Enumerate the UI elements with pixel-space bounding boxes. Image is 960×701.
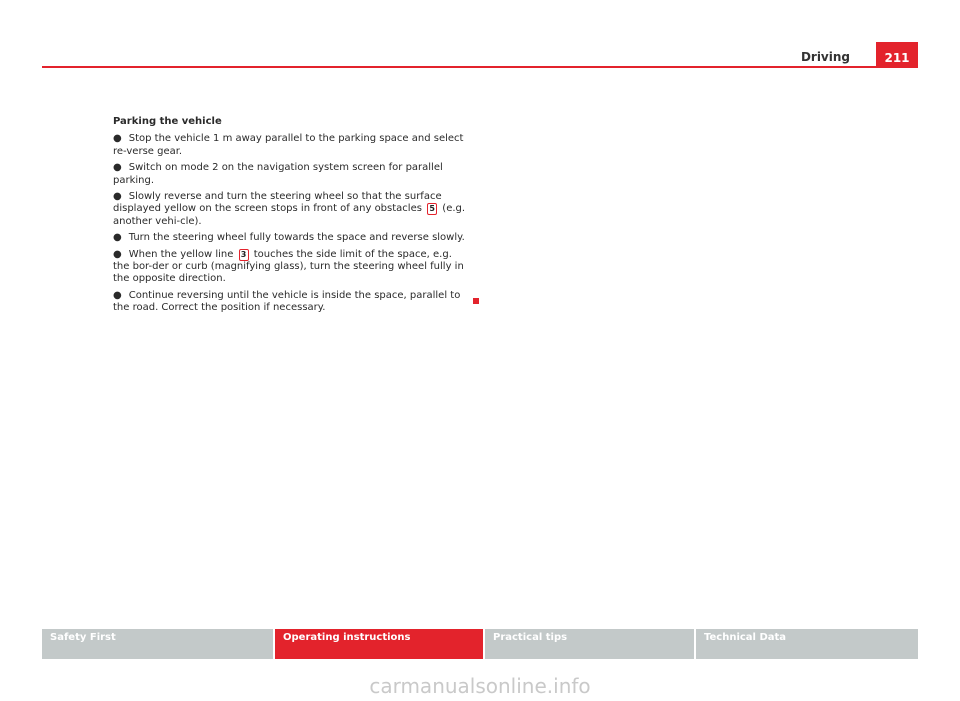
- figure-reference-badge: 5: [427, 203, 437, 215]
- section-title: Parking the vehicle: [113, 116, 222, 127]
- header-rule: [42, 66, 918, 68]
- page-number: 211: [876, 42, 918, 68]
- tab-practical-tips[interactable]: Practical tips: [485, 629, 694, 659]
- bullet-icon: ●: [113, 232, 122, 244]
- bullet-item: [113, 249, 468, 286]
- bullet-text: Continue reversing until the vehicle is inside the space, parallel to the road. Correct the position if necessary.: [113, 289, 461, 314]
- tab-safety-first[interactable]: Safety First: [42, 629, 273, 659]
- bullet-item: [113, 290, 468, 315]
- bullet-text: Switch on mode 2 on the navigation system screen for parallel parking.: [113, 162, 443, 186]
- footer-tabs: [42, 629, 918, 659]
- bullet-text: Slowly reverse and turn the steering wheel so that the surface displayed yellow on the screen stops in front of any obstacles: [113, 191, 442, 215]
- content: [113, 116, 468, 319]
- bullet-text: Turn the steering wheel fully towards the space and reverse slowly.: [128, 232, 465, 244]
- chapter-title: Driving: [800, 50, 850, 64]
- bullet-text: (e.g. another vehi-cle).: [113, 203, 466, 227]
- bullet-item: [113, 232, 468, 244]
- bullet-icon: ●: [113, 248, 122, 260]
- bullet-text: touches the side limit of the space, e.g. the bor-der or curb (magnifying glass), turn the steering wheel fully in the opposite direction.: [113, 248, 464, 285]
- bullet-text: Stop the vehicle 1 m away parallel to the parking space and select re-verse gear.: [113, 133, 464, 157]
- bullet-icon: ●: [113, 162, 122, 174]
- bullet-item: [113, 191, 468, 228]
- bullet-icon: ●: [113, 191, 122, 203]
- figure-reference-badge: 3: [239, 249, 249, 261]
- tab-technical-data[interactable]: Technical Data: [696, 629, 918, 659]
- watermark: carmanualsonline.info: [369, 674, 591, 698]
- section-end-marker-icon: [473, 298, 479, 304]
- bullet-item: [113, 162, 468, 187]
- bullet-text: When the yellow line: [128, 248, 237, 260]
- bullet-icon: ●: [113, 133, 122, 145]
- bullet-icon: ●: [113, 289, 122, 301]
- tab-operating-instructions[interactable]: Operating instructions: [275, 629, 483, 659]
- bullet-item: [113, 133, 468, 158]
